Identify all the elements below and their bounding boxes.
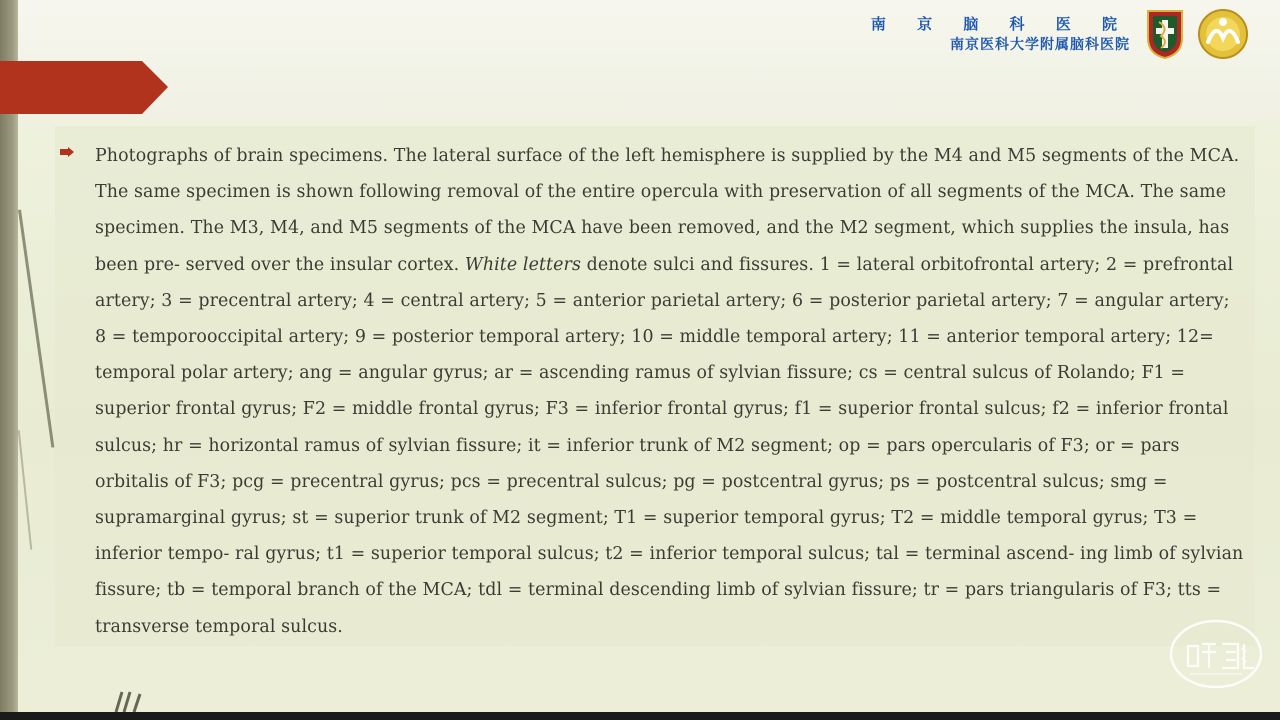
caption-italic-text: White letters — [464, 254, 581, 275]
caption-text-part1: Photographs of brain specimens. The lateral surface of the left hemisphere is supplied by the M4 and M5 segments of the MCA. The same specimen is shown following removal of the entire opercula with preservation of all segments of the MCA. The same specimen. The M3, M4, and M5 segments of the MCA have been removed, and the M2 segment, which supplies the insula, has been pre- served over the insular cortex. — [95, 146, 1240, 275]
bottom-black-bar — [0, 712, 1280, 720]
caption-paragraph — [95, 138, 1245, 645]
hospital-shield-emblem-icon — [1145, 8, 1185, 60]
hospital-name-line2: 南京医科大学附属脑科医院 — [950, 37, 1130, 53]
decorative-strokes — [112, 690, 152, 712]
title-accent-tab — [0, 61, 168, 114]
caption-text-part2: denote sulci and fissures. 1 = lateral orbitofrontal artery; 2 = prefrontal artery; 3 = precentral artery; 4 = central artery; 5 = anterior parietal artery; 6 = posterior parietal artery; 7 = angular artery; 8 = temporooccipital artery; 9 = posterior temporal artery; 10 = middle temporal artery; 11 = anterior temporal artery; 12= temporal polar artery; ang = angular gyrus; ar = ascending ramus of sylvian fissure; cs = central sulcus of Rolando; F1 = superior frontal gyrus; F2 = middle frontal gyrus; F3 = inferior frontal gyrus; f1 = superior frontal sulcus; f2 = inferior frontal sulcus; hr = horizontal ramus of sylvian fissure; it = inferior trunk of M2 segment; op = pars opercularis of F3; or = pars orbitalis of F3; pcg = precentral gyrus; pcs = precentral sulcus; pg = postcentral gyrus; ps = postcentral sulcus; smg = supramarginal gyrus; st = superior trunk of M2 segment; T1 = superior temporal gyrus; T2 = middle temporal gyrus; T3 = inferior tempo- ral gyrus; t1 = superior temporal sulcus; t2 = inferior temporal sulcus; tal = terminal ascend- ing limb of sylvian fissure; tb = temporal branch of the MCA; tdl = terminal descending limb of sylvian fissure; tr = pars triangularis of F3; tts = transverse temporal sulcus. — [95, 254, 1244, 637]
gold-circle-logo-icon — [1196, 8, 1250, 60]
naoyihui-watermark-icon — [1168, 618, 1264, 690]
hospital-name-line1: 南 京 脑 科 医 院 — [870, 15, 1130, 33]
hospital-name — [871, 14, 1130, 56]
arrow-bullet-icon — [60, 147, 74, 157]
